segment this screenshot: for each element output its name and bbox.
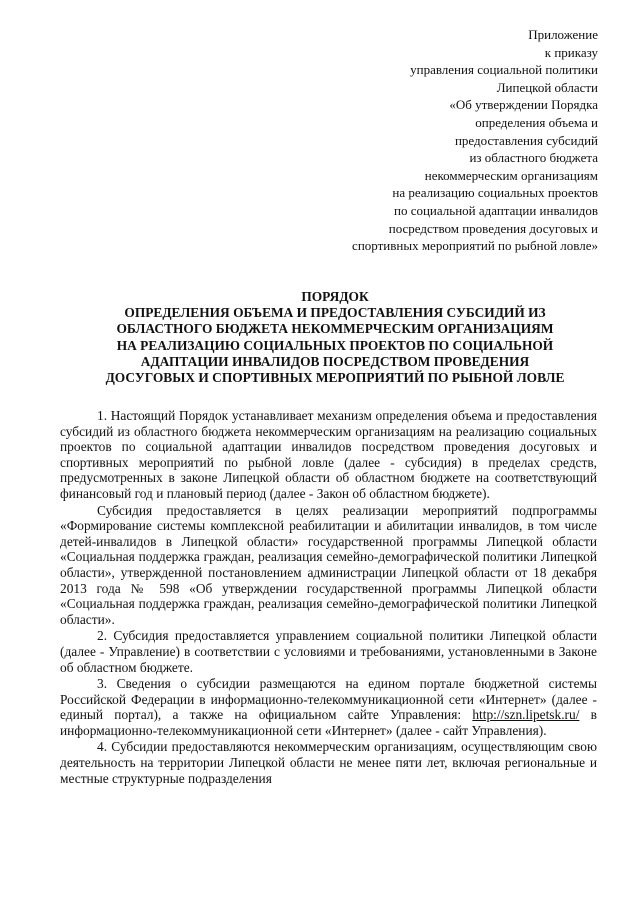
title-line: ОБЛАСТНОГО БЮДЖЕТА НЕКОММЕРЧЕСКИМ ОРГАНИЗАЦИЯМ — [116, 321, 554, 337]
paragraph-3: 2. Субсидия предоставляется управлением социальной политики Липецкой области (далее - Управление) в соответствии с условиями и требованиями, установленными в Законе об областном бюджете. — [60, 628, 597, 675]
paragraph-2: Субсидия предоставляется в целях реализации мероприятий подпрограммы «Формирование системы комплексной реабилитации и абилитации инвалидов, в том числе детей-инвалидов в Липецкой области» государственной программы Липецкой области «Социальная поддержка граждан, реализация семейно-демографической политики Липецкой области», утвержденной постановлением администрации Липецкой области от 18 декабря 2013 года № 598 «Об утверждении государственной программы Липецкой области «Социальная поддержка граждан, реализация семейно-демографической политики Липецкой области». — [60, 502, 597, 627]
appendix-line: управления социальной политики — [410, 62, 598, 78]
appendix-line: Липецкой области — [496, 79, 598, 95]
appendix-line: определения объема и — [475, 114, 598, 130]
paragraph-4 — [60, 676, 597, 738]
appendix-line: спортивных мероприятий по рыбной ловле» — [352, 238, 598, 254]
appendix-line: к приказу — [544, 44, 598, 60]
paragraph-5: 4. Субсидии предоставляются некоммерческим организациям, осуществляющим свою деятельность на территории Липецкой области не менее пяти лет, включая региональные и местные структурные подразделения — [60, 739, 597, 786]
appendix-line: «Об утверждении Порядка — [449, 97, 598, 113]
title-line: ОПРЕДЕЛЕНИЯ ОБЪЕМА И ПРЕДОСТАВЛЕНИЯ СУБСИДИЙ ИЗ — [124, 305, 546, 321]
paragraph-4-text-end: в информационно-телекоммуникационной сети «Интернет» (далее - сайт Управления). — [60, 707, 597, 738]
title-line: АДАПТАЦИИ ИНВАЛИДОВ ПОСРЕДСТВОМ ПРОВЕДЕНИЯ — [140, 353, 530, 369]
title-line: ДОСУГОВЫХ И СПОРТИВНЫХ МЕРОПРИЯТИЙ ПО РЫБНОЙ ЛОВЛЕ — [105, 370, 565, 386]
appendix-line: на реализацию социальных проектов — [392, 185, 598, 201]
title-line: НА РЕАЛИЗАЦИЮ СОЦИАЛЬНЫХ ПРОЕКТОВ ПО СОЦИАЛЬНОЙ — [116, 337, 554, 353]
appendix-line: посредством проведения досуговых и — [388, 220, 598, 236]
appendix-line: Приложение — [528, 27, 598, 42]
appendix-line: по социальной адаптации инвалидов — [394, 202, 598, 218]
document-title — [60, 289, 610, 386]
website-link[interactable]: http://szn.lipetsk.ru/ — [472, 707, 580, 723]
title-line: ПОРЯДОК — [301, 289, 369, 304]
appendix-line: из областного бюджета — [469, 150, 598, 166]
appendix-header — [278, 26, 598, 255]
paragraph-1: 1. Настоящий Порядок устанавливает механизм определения объема и предоставления субсидий из областного бюджета некоммерческим организациям на реализацию социальных проектов по социальной адаптации инвалидов посредством проведения досуговых и спортивных мероприятий по рыбной ловле (далее - субсидия) в пределах средств, предусмотренных в законе Липецкой области об областном бюджете на соответствующий финансовый год и плановый период (далее - Закон об областном бюджете). — [60, 408, 597, 501]
document-body — [60, 408, 597, 786]
appendix-line: предоставления субсидий — [454, 132, 598, 148]
paragraph-4-text-start: 3. Сведения о субсидии размещаются на едином портале бюджетной системы Российской Федерации в информационно-телекоммуникационной сети «Интернет» (далее - единый портал), а также на официальном сайте Управления: — [60, 676, 597, 723]
appendix-line: некоммерческим организациям — [424, 167, 598, 183]
